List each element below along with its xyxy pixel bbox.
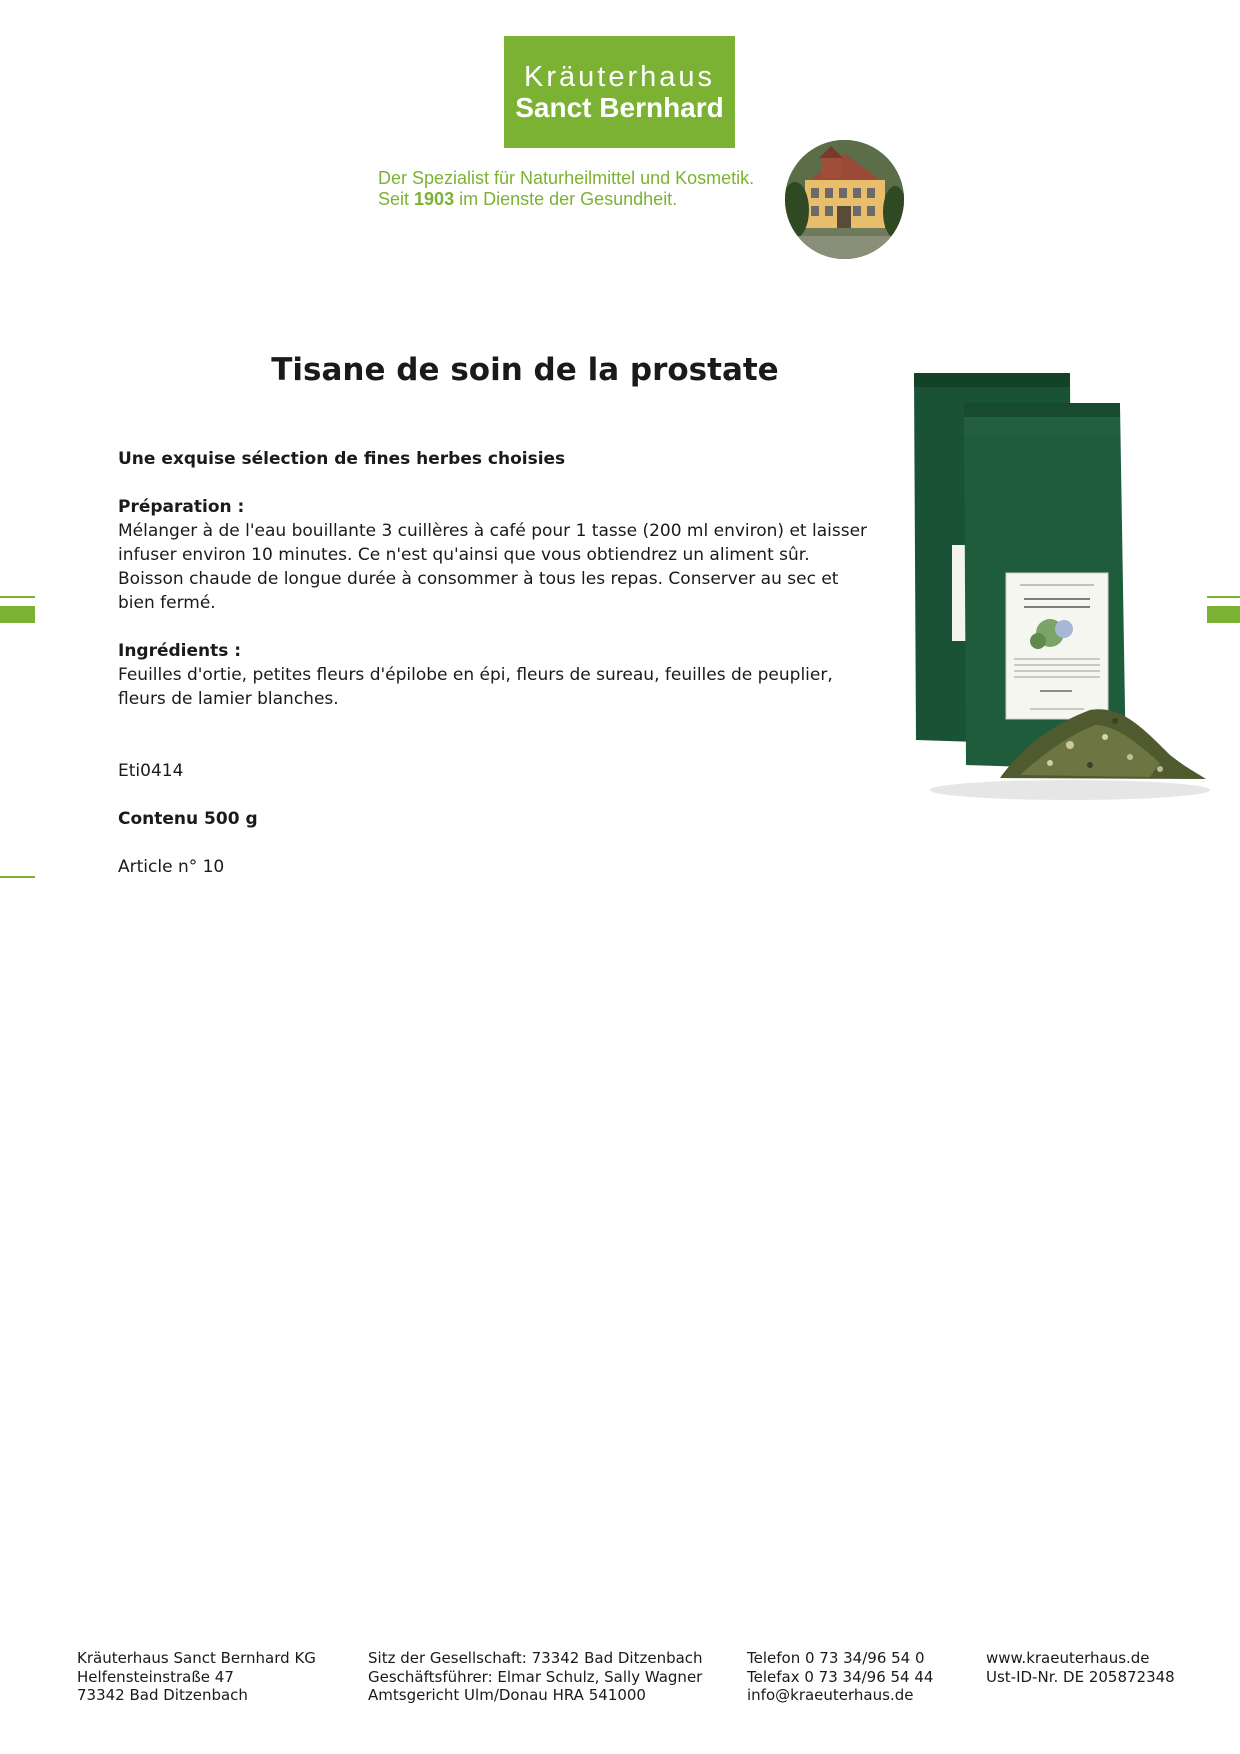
footer-city: 73342 Bad Ditzenbach xyxy=(77,1686,248,1704)
product-content: Contenu 500 g xyxy=(118,809,258,829)
footer-fax: Telefax 0 73 34/96 54 44 xyxy=(747,1667,934,1686)
footer-company xyxy=(77,1649,316,1705)
tagline-year: 1903 xyxy=(414,189,455,209)
ingredients-heading: Ingrédients : xyxy=(118,641,242,661)
product-code: Eti0414 xyxy=(118,761,184,781)
footer-vat-id: Ust-ID-Nr. DE 205872348 xyxy=(986,1667,1175,1686)
logo-line-2: Sanct Bernhard xyxy=(515,92,724,123)
preparation-heading: Préparation : xyxy=(118,497,245,517)
footer-managers: Geschäftsführer: Elmar Schulz, Sally Wagner xyxy=(368,1667,703,1686)
footer-company-name: Kräuterhaus Sanct Bernhard KG xyxy=(77,1649,316,1667)
footer-email[interactable]: info@kraeuterhaus.de xyxy=(747,1686,914,1704)
edge-mark-left-bottom xyxy=(0,876,35,878)
ingredients-text: Feuilles d'ortie, petites fleurs d'épilobe en épi, fleurs de sureau, feuilles de peuplier, fleurs de lamier blanches. xyxy=(118,665,833,709)
footer-website[interactable]: www.kraeuterhaus.de xyxy=(986,1649,1150,1667)
tagline-line-1: Der Spezialist für Naturheilmittel und Kosmetik. xyxy=(378,168,755,188)
footer-contact xyxy=(747,1649,933,1705)
edge-mark-left-thick xyxy=(0,606,35,623)
brand-logo xyxy=(504,36,735,148)
product-image xyxy=(900,365,1210,805)
edge-mark-right-thick xyxy=(1207,606,1240,623)
footer-seat: Sitz der Gesellschaft: 73342 Bad Ditzenbach xyxy=(368,1649,703,1667)
footer-street: Helfensteinstraße 47 xyxy=(77,1667,234,1686)
logo-line-1: Kräuterhaus xyxy=(524,61,715,93)
product-description xyxy=(118,447,878,879)
product-subtitle: Une exquise sélection de fines herbes choisies xyxy=(118,449,566,469)
footer-phone: Telefon 0 73 34/96 54 0 xyxy=(747,1649,925,1667)
article-number: Article n° 10 xyxy=(118,857,225,877)
edge-mark-right-thin xyxy=(1207,596,1240,598)
building-photo xyxy=(785,140,904,259)
footer-web xyxy=(986,1649,1175,1686)
tagline-line-2: Seit 1903 im Dienste der Gesundheit. xyxy=(378,189,678,209)
product-title: Tisane de soin de la prostate xyxy=(271,352,779,388)
footer-court: Amtsgericht Ulm/Donau HRA 541000 xyxy=(368,1686,646,1704)
footer-legal xyxy=(368,1649,703,1705)
preparation-text: Mélanger à de l'eau bouillante 3 cuillères à café pour 1 tasse (200 ml environ) et laisser infuser environ 10 minutes. Ce n'est qu'ainsi que vous obtiendrez un aliment sûr. Boisson chaude de longue durée à consommer à tous les repas. Conserver au sec et bien fermé. xyxy=(118,521,868,613)
tagline xyxy=(378,168,754,210)
edge-mark-left-thin xyxy=(0,596,35,598)
